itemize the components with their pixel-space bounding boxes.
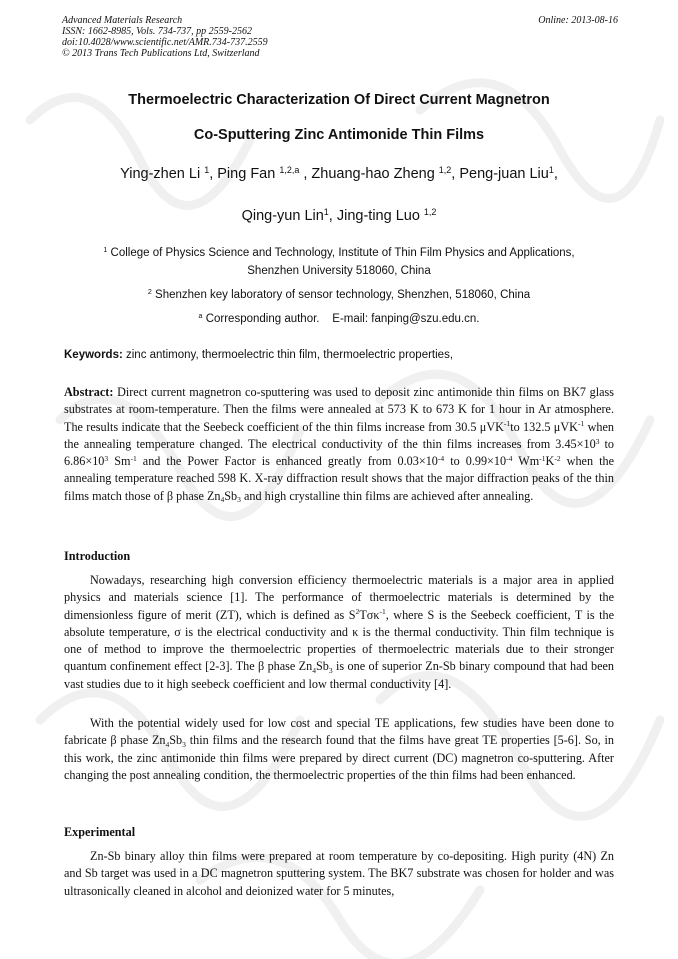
- email-text: E-mail: fanping@szu.edu.cn.: [332, 313, 480, 325]
- abstract-text: Wm: [512, 454, 540, 469]
- superscript: -1: [577, 419, 585, 429]
- superscript: 2: [355, 607, 360, 617]
- author-name: Zhuang-hao Zheng: [311, 166, 435, 182]
- author-name: Ping Fan: [217, 166, 276, 182]
- abstract-text: to 6.86×10: [64, 436, 614, 469]
- author-sup: 1,2: [423, 207, 437, 218]
- introduction-paragraph-1: [64, 572, 614, 693]
- experimental-paragraph-1: Zn-Sb binary alloy thin films were prepared at room temperature by co-depositing. High purity (4N) Zn and Sb target was used in a DC magnetron sputtering system. The BK7 substrate was chosen for holder and was ultrasonically cleaned in alcohol and deionized water for 5 minutes,: [64, 849, 614, 898]
- author-sup: 1,2: [438, 165, 452, 176]
- affiliation-2-text: Shenzhen key laboratory of sensor technology, Shenzhen, 518060, China: [155, 289, 531, 301]
- superscript: -1: [539, 454, 546, 464]
- journal-name: Advanced Materials Research: [62, 15, 183, 26]
- superscript: -4: [506, 454, 513, 464]
- online-date: Online: 2013-08-16: [538, 15, 618, 26]
- affiliation-sup: 2: [147, 288, 152, 297]
- introduction-heading: Introduction: [64, 549, 131, 563]
- title-line-1: Thermoelectric Characterization Of Direct Current Magnetron: [128, 92, 550, 108]
- superscript: -2: [554, 454, 561, 464]
- author-sup: 1,2,a: [279, 165, 300, 176]
- paragraph-text: Sb: [169, 733, 183, 748]
- author-line-1: Ying-zhen Li $^1$, Ping Fan $^{1,2,a}$ , Zhuang-hao Zheng $^{1,2}$, Peng-juan Liu$^1$,: [120, 165, 558, 182]
- abstract-text: and the Power Factor is enhanced greatly from 0.03×10: [136, 454, 438, 469]
- author-name: Qing-yun Lin: [241, 208, 324, 224]
- author-sup: 1: [323, 207, 329, 218]
- copyright-line: © 2013 Trans Tech Publications Ltd, Switzerland: [62, 48, 260, 59]
- paragraph-text: is one of superior Zn-Sb binary compound that had been vast studies due to it high seebeck coefficient and low thermal conductivity [4].: [64, 659, 614, 691]
- paragraph-text: With the potential widely used for low cost and special TE applications, few studies have been done to fabricate β phase Zn: [64, 716, 614, 748]
- abstract-label: Abstract:: [64, 385, 114, 399]
- superscript: -1: [503, 419, 511, 429]
- experimental-heading: Experimental: [64, 825, 136, 839]
- abstract-text: to 0.99×10: [444, 454, 507, 469]
- keywords-text: zinc antimony, thermoelectric thin film, thermoelectric properties,: [126, 349, 454, 361]
- issn-line: ISSN: 1662-8985, Vols. 734-737, pp 2559-2562: [62, 26, 252, 37]
- corresponding-label: Corresponding author.: [205, 313, 320, 325]
- subscript: 4: [220, 495, 225, 505]
- affiliation-1: [40, 244, 638, 280]
- paragraph-text: Nowadays, researching high conversion efficiency thermoelectric materials is a major area in applied physics and materials science [1]. The performance of thermoelectric materials is determined by the dimensionless figure of merit (ZT), which is defined as S: [64, 573, 614, 622]
- title-line-2: Co-Sputtering Zinc Antimonide Thin Films: [193, 127, 485, 143]
- abstract-text: K: [545, 454, 555, 469]
- superscript: -1: [130, 454, 137, 464]
- paragraph-text: thin films and the research found that the films have great TE properties [5-6]. So, in this work, the zinc antimonide thin films were prepared by direct current (DC) magnetron co-sputtering. After changing the post annealing condition, the thermoelectric properties of the thin films had been enhanced.: [64, 733, 614, 782]
- subscript: 3: [182, 739, 186, 749]
- abstract-text: to 132.5 μVK: [510, 419, 578, 434]
- corresponding-sup: a: [198, 312, 203, 321]
- corresponding-author: [40, 310, 638, 328]
- keywords: [64, 349, 620, 361]
- affiliation-1-line-1: College of Physics Science and Technology, Institute of Thin Film Physics and Applications,: [110, 247, 575, 259]
- keywords-label: Keywords:: [64, 349, 123, 361]
- abstract: [64, 384, 614, 505]
- affiliation-2: [40, 286, 638, 304]
- author-name: Jing-ting Luo: [336, 208, 420, 224]
- superscript: 3: [104, 454, 109, 464]
- journal-header: [62, 15, 618, 59]
- affiliation-1-line-2: Shenzhen University 518060, China: [247, 265, 431, 277]
- introduction-paragraph-2: [64, 715, 614, 784]
- author-line-2: Qing-yun Lin$^1$, Jing-ting Luo $^{1,2}$: [241, 207, 437, 224]
- abstract-text: Sm: [108, 454, 131, 469]
- subscript: 4: [312, 665, 316, 675]
- abstract-text: Sb: [224, 488, 238, 503]
- doi-line: doi:10.4028/www.scientific.net/AMR.734-737.2559: [62, 37, 268, 48]
- paragraph-text: Tσκ: [359, 607, 380, 622]
- subscript: 3: [328, 665, 333, 675]
- abstract-text: when the annealing temperature reached 598 K. X-ray diffraction result shows that the major diffraction peaks of the thin films match those of β phase Zn: [64, 454, 614, 503]
- superscript: 3: [595, 436, 600, 446]
- subscript: 3: [237, 495, 241, 505]
- abstract-text: and high crystalline thin films are achieved after annealing.: [240, 488, 534, 503]
- author-sup: 1: [204, 165, 210, 176]
- superscript: -1: [379, 607, 386, 617]
- affiliation-sup: 1: [103, 246, 108, 255]
- superscript: -4: [437, 454, 445, 464]
- abstract-text: Direct current magnetron co-sputtering was used to deposit zinc antimonide thin films on BK7 glass substrates at room-temperature. Then the films were annealed at 573 K to 673 K for 1 hour in Ar atmosphere. The results indicate that the Seebeck coefficient of the thin films increase from 30.5 μVK: [64, 385, 615, 434]
- paragraph-text: , where S is the Seebeck coefficient, T is the absolute temperature, σ is the electrical conductivity and κ is the thermal conductivity. Thin film technique is one of method to improve the thermoelectric properties of thermoelectric materials due to their stronger quantum confinement effect [2-3]. The β phase Zn: [64, 607, 614, 674]
- author-name: Peng-juan Liu: [459, 166, 549, 182]
- author-sup: 1: [548, 165, 554, 176]
- paragraph-text: Sb: [316, 659, 329, 674]
- abstract-text: when the annealing temperature changed. The electrical conductivity of the thin films increases from 3.45×10: [64, 419, 614, 451]
- author-name: Ying-zhen Li: [120, 166, 201, 182]
- subscript: 4: [165, 739, 170, 749]
